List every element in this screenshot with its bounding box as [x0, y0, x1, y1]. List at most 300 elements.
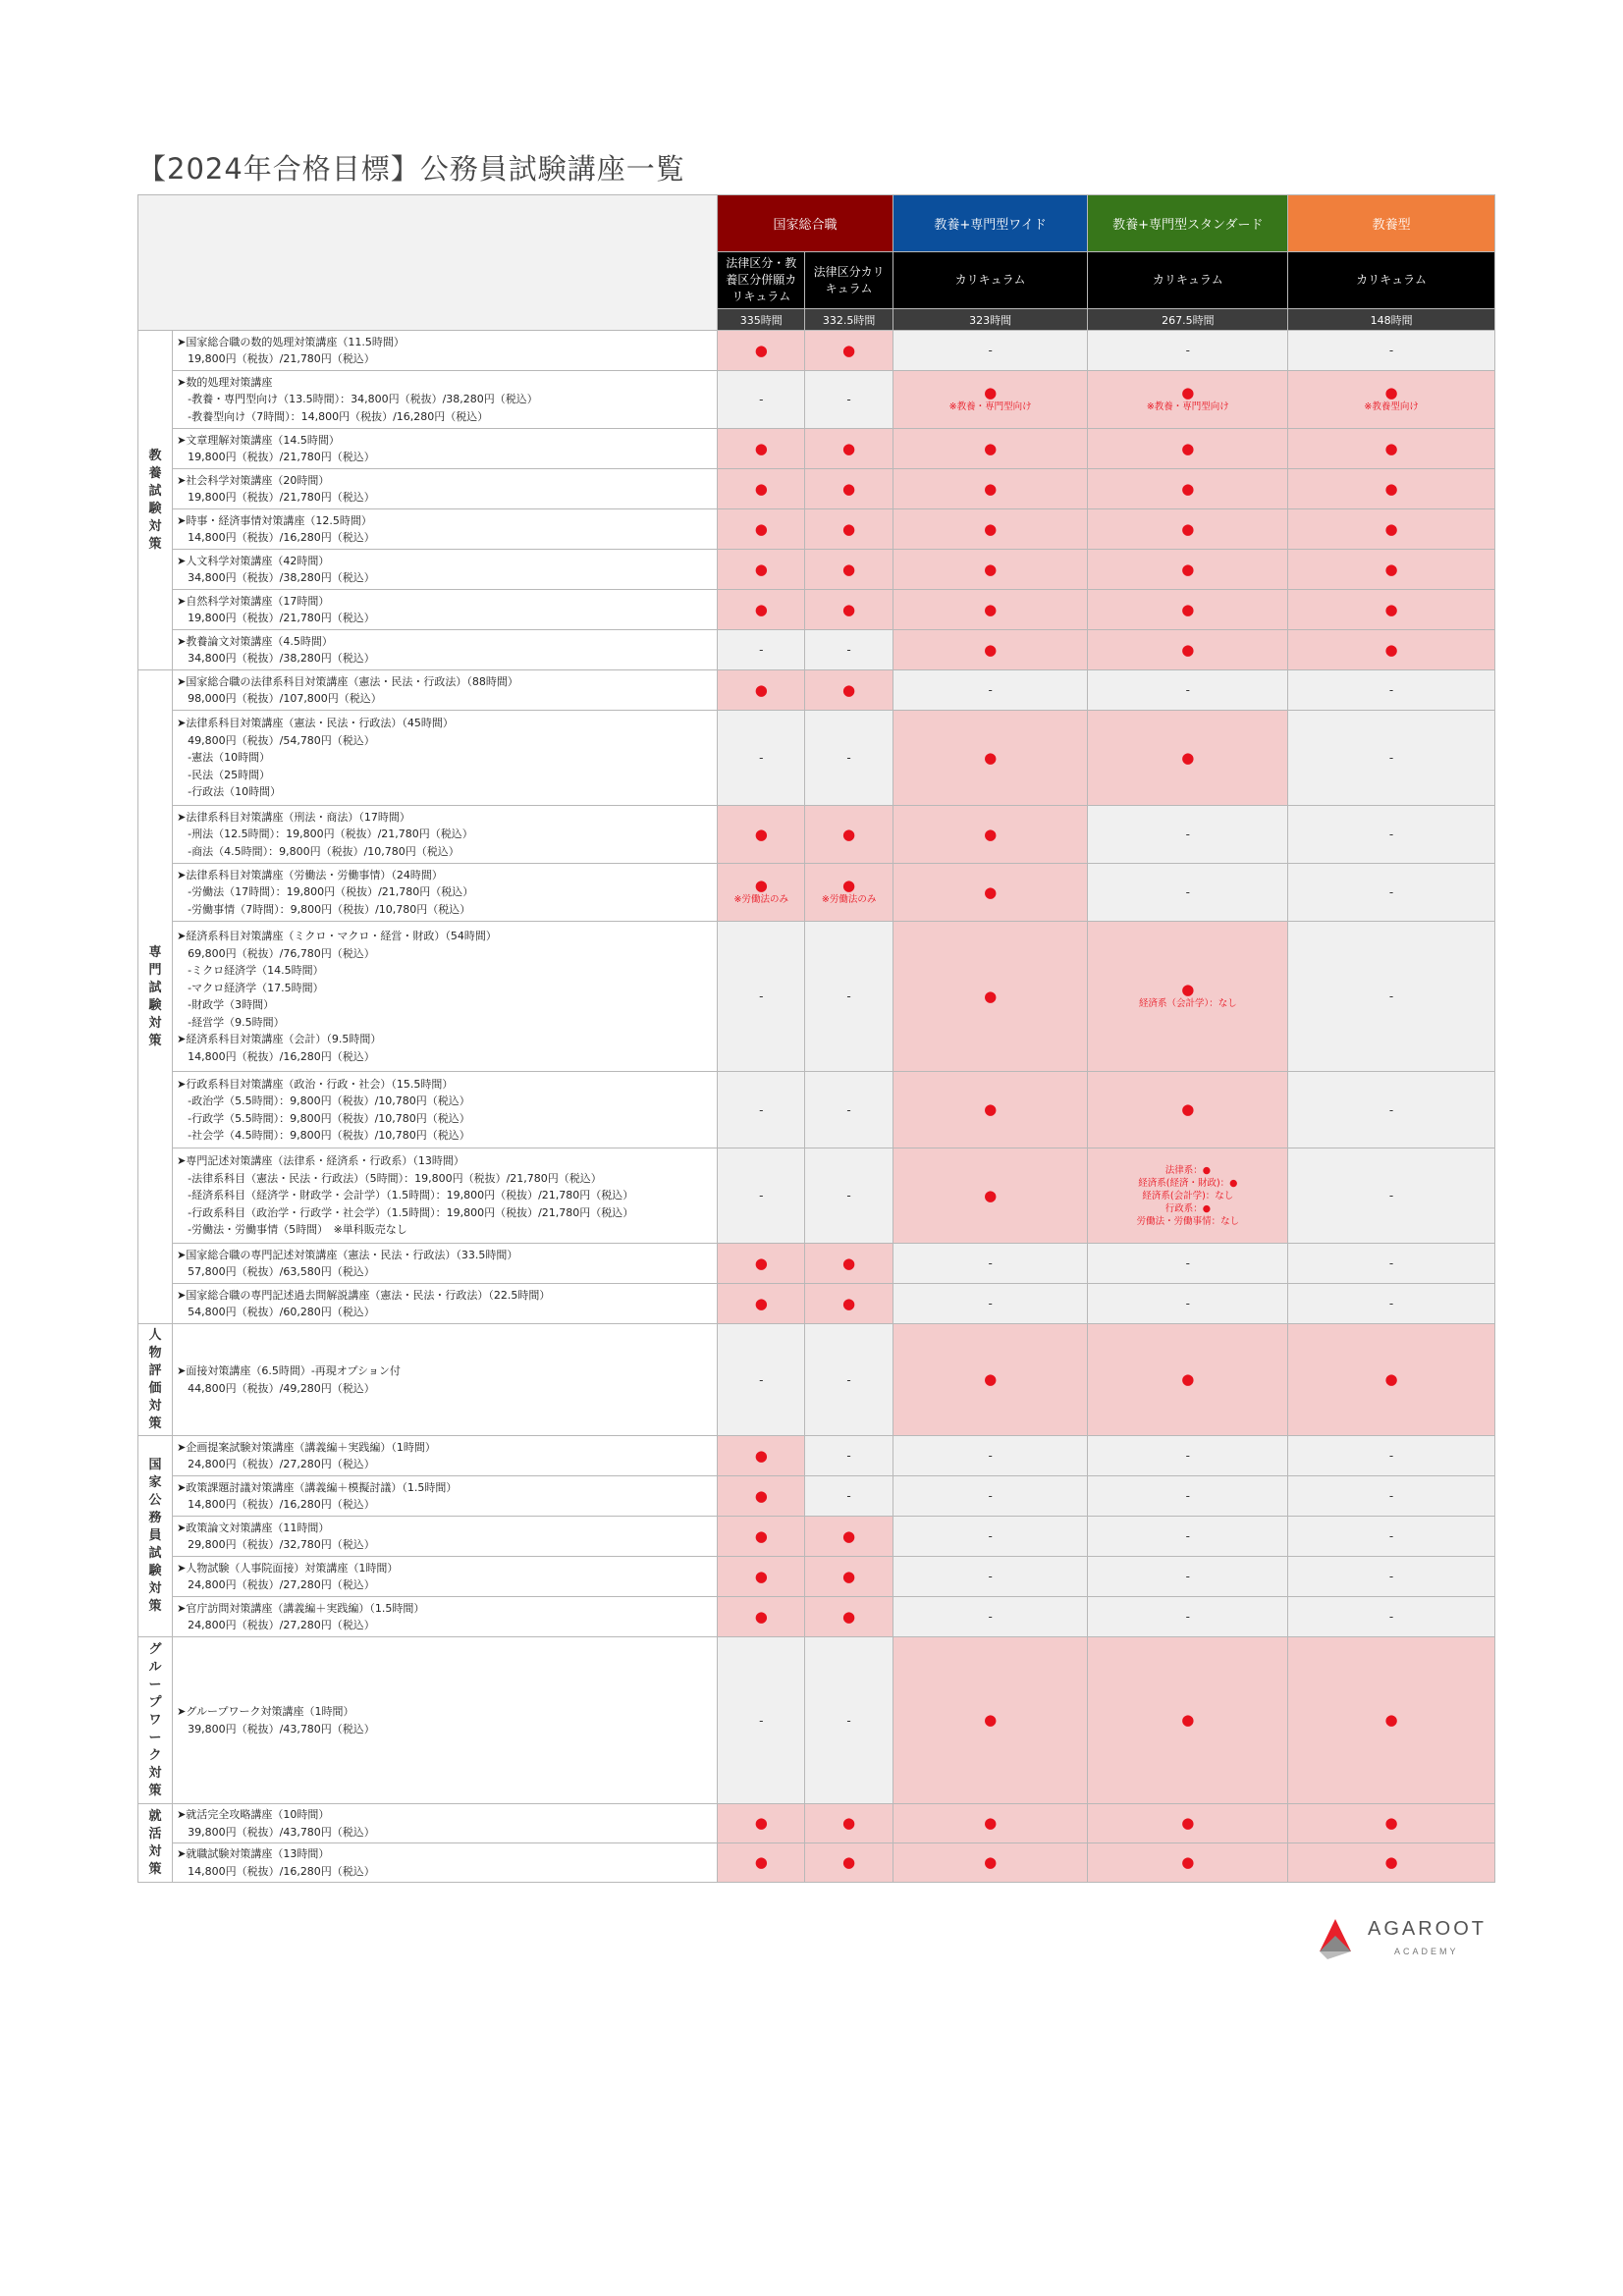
course-line: ➤面接対策講座（6.5時間）-再現オプション付	[177, 1364, 401, 1377]
included-mark: ●	[1181, 1853, 1195, 1871]
not-included-mark: -	[1388, 1449, 1394, 1463]
plan-cell-3	[1088, 1804, 1288, 1843]
not-included-mark: -	[759, 751, 764, 765]
included-mark: ●	[1384, 1370, 1398, 1388]
not-included-mark: -	[988, 683, 993, 697]
plan-cell-4	[1288, 806, 1495, 864]
plan-cell-3	[1088, 1284, 1288, 1324]
cell-note: ※教養型向け	[1364, 401, 1419, 412]
course-row	[138, 371, 1495, 429]
plan-cell-4	[1288, 1476, 1495, 1517]
plan-cell-0	[718, 670, 805, 711]
section-label-text: 教養試験対策	[148, 448, 162, 552]
course-line: -財政学（3時間）	[177, 998, 275, 1011]
included-mark: ●	[842, 519, 856, 538]
course-line: 69,800円（税抜）/76,780円（税込）	[177, 946, 375, 960]
not-included-mark: -	[846, 643, 851, 657]
plan-cell-1	[805, 1436, 893, 1476]
not-included-mark: -	[846, 393, 851, 406]
section-label-text: 専門試験対策	[148, 944, 162, 1048]
included-mark: ●	[842, 1254, 856, 1272]
course-row	[138, 509, 1495, 550]
course-line: 24,800円（税抜）/27,280円（税込）	[177, 1458, 375, 1470]
course-line: ➤国家総合職の専門記述対策講座（憲法・民法・行政法）（33.5時間）	[177, 1248, 518, 1261]
plan-cell-1	[805, 371, 893, 429]
plan-cell-2	[893, 1804, 1088, 1843]
plan-cell-0	[718, 1804, 805, 1843]
plan-cell-2	[893, 550, 1088, 590]
course-line: 14,800円（税抜）/16,280円（税込）	[177, 531, 375, 544]
not-included-mark: -	[1388, 751, 1394, 765]
included-mark: ●	[842, 1814, 856, 1832]
plan-cell-3	[1088, 550, 1288, 590]
not-included-mark: -	[846, 989, 851, 1003]
plan-cell-3	[1088, 1637, 1288, 1804]
plan-cell-2	[893, 371, 1088, 429]
plan-cell-3	[1088, 630, 1288, 670]
course-line: -社会学（4.5時間）：9,800円（税抜）/10,780円（税込）	[177, 1129, 470, 1142]
not-included-mark: -	[988, 1610, 993, 1624]
plan-cell-2	[893, 806, 1088, 864]
not-included-mark: -	[1388, 885, 1394, 899]
cell-note: 経済系(経済・財政)：●	[1138, 1177, 1238, 1189]
course-line: 34,800円（税抜）/38,280円（税込）	[177, 652, 375, 665]
included-mark: ●	[842, 1853, 856, 1871]
included-mark: ●	[1181, 981, 1195, 998]
hours-header-3: 267.5時間	[1088, 309, 1288, 331]
course-line: ➤法律系科目対策講座（憲法・民法・行政法）（45時間）	[177, 717, 454, 730]
not-included-mark: -	[1388, 1256, 1394, 1270]
plan-cell-1	[805, 590, 893, 630]
included-mark: ●	[984, 748, 998, 767]
not-included-mark: -	[846, 1489, 851, 1503]
course-line: ➤国家総合職の専門記述過去問解説講座（憲法・民法・行政法）（22.5時間）	[177, 1288, 551, 1302]
course-line: -行政系科目（政治学・行政学・社会学）（1.5時間）：19,800円（税抜）/21,780円（税込）	[177, 1205, 634, 1219]
plan-cell-3	[1088, 1557, 1288, 1597]
included-mark: ●	[842, 479, 856, 498]
course-line: ➤社会科学対策講座（20時間）	[177, 473, 330, 487]
included-mark: ●	[984, 519, 998, 538]
section-label	[138, 1804, 173, 1883]
not-included-mark: -	[1388, 1489, 1394, 1503]
plan-cell-2	[893, 922, 1088, 1072]
course-description	[173, 864, 718, 922]
cell-note: ※労働法のみ	[733, 894, 789, 905]
course-description	[173, 1072, 718, 1148]
plan-cell-4	[1288, 630, 1495, 670]
included-mark: ●	[1181, 1370, 1195, 1388]
cell-note: ※教養・専門型向け	[948, 401, 1032, 412]
included-mark: ●	[984, 1100, 998, 1118]
course-line: -ミクロ経済学（14.5時間）	[177, 964, 324, 977]
plan-cell-2	[893, 630, 1088, 670]
plan-cell-4	[1288, 922, 1495, 1072]
not-included-mark: -	[1388, 1102, 1394, 1117]
cell-note: ※教養・専門型向け	[1146, 401, 1229, 412]
plan-cell-0	[718, 1637, 805, 1804]
curriculum-header-0: 法律区分・教養区分併願カリキュラム	[718, 252, 805, 309]
plan-cell-1	[805, 711, 893, 806]
cell-note: 法律系：●	[1164, 1164, 1211, 1176]
course-description	[173, 469, 718, 509]
included-mark: ●	[1181, 519, 1195, 538]
included-mark: ●	[1384, 560, 1398, 578]
course-table-body	[138, 331, 1495, 1883]
course-row	[138, 1557, 1495, 1597]
included-mark: ●	[842, 1567, 856, 1585]
included-mark: ●	[754, 1294, 768, 1312]
course-line: 49,800円（税抜）/54,780円（税込）	[177, 733, 375, 747]
plan-cell-0	[718, 550, 805, 590]
course-description	[173, 550, 718, 590]
course-line: ➤人文科学対策講座（42時間）	[177, 554, 330, 567]
plan-cell-0	[718, 469, 805, 509]
course-line: 14,800円（税抜）/16,280円（税込）	[177, 1049, 375, 1063]
plan-cell-2	[893, 1324, 1088, 1436]
plan-cell-1	[805, 509, 893, 550]
course-line: -経済系科目（経済学・財政学・会計学）（1.5時間）：19,800円（税抜）/21,780円（税込）	[177, 1189, 634, 1202]
hours-header-2: 323時間	[893, 309, 1088, 331]
plan-cell-1	[805, 469, 893, 509]
course-row	[138, 1476, 1495, 1517]
not-included-mark: -	[759, 393, 764, 406]
course-description	[173, 1557, 718, 1597]
course-description	[173, 509, 718, 550]
included-mark: ●	[842, 600, 856, 618]
course-line: 39,800円（税抜）/43,780円（税込）	[177, 1722, 375, 1735]
included-mark: ●	[1181, 1100, 1195, 1118]
included-mark: ●	[1384, 519, 1398, 538]
included-mark: ●	[842, 560, 856, 578]
not-included-mark: -	[988, 344, 993, 357]
course-description	[173, 1517, 718, 1557]
not-included-mark: -	[846, 1372, 851, 1387]
hours-header-4: 148時間	[1288, 309, 1495, 331]
plan-cell-3	[1088, 1072, 1288, 1148]
plan-cell-0	[718, 1843, 805, 1883]
section-label	[138, 1637, 173, 1804]
not-included-mark: -	[1185, 1610, 1190, 1624]
course-line: 14,800円（税抜）/16,280円（税込）	[177, 1864, 375, 1878]
not-included-mark: -	[1185, 1489, 1190, 1503]
plan-cell-4	[1288, 1072, 1495, 1148]
plan-cell-4	[1288, 1557, 1495, 1597]
included-mark: ●	[984, 1370, 998, 1388]
course-row	[138, 429, 1495, 469]
section-label-text: 就活対策	[148, 1808, 162, 1877]
course-line: -商法（4.5時間）：9,800円（税抜）/10,780円（税込）	[177, 844, 460, 858]
plan-cell-4	[1288, 469, 1495, 509]
plan-cell-3	[1088, 670, 1288, 711]
plan-cell-3	[1088, 864, 1288, 922]
course-description	[173, 630, 718, 670]
plan-cell-2	[893, 1557, 1088, 1597]
plan-cell-1	[805, 1284, 893, 1324]
course-line: -行政学（5.5時間）：9,800円（税抜）/10,780円（税込）	[177, 1111, 470, 1125]
not-included-mark: -	[1388, 989, 1394, 1003]
plan-cell-2	[893, 331, 1088, 371]
included-mark: ●	[842, 1607, 856, 1626]
plan-cell-2	[893, 469, 1088, 509]
plan-cell-1	[805, 429, 893, 469]
section-label-text: グループワーク対策	[148, 1641, 162, 1798]
included-mark: ●	[754, 680, 768, 699]
plan-cell-2	[893, 711, 1088, 806]
section-label-text: 人物評価対策	[148, 1327, 162, 1431]
plan-cell-2	[893, 1436, 1088, 1476]
plan-cell-2	[893, 1597, 1088, 1637]
included-mark: ●	[1181, 640, 1195, 659]
course-row	[138, 590, 1495, 630]
plan-cell-1	[805, 1476, 893, 1517]
plan-cell-0	[718, 1284, 805, 1324]
course-line: 54,800円（税抜）/60,280円（税込）	[177, 1306, 375, 1318]
course-line: 34,800円（税抜）/38,280円（税込）	[177, 571, 375, 584]
plan-cell-3	[1088, 1517, 1288, 1557]
not-included-mark: -	[1185, 683, 1190, 697]
course-row	[138, 331, 1495, 371]
included-mark: ●	[984, 1853, 998, 1871]
plan-cell-0	[718, 371, 805, 429]
plan-cell-0	[718, 630, 805, 670]
included-mark: ●	[754, 1486, 768, 1505]
included-mark: ●	[1384, 439, 1398, 457]
included-mark: ●	[754, 341, 768, 359]
included-mark: ●	[754, 1254, 768, 1272]
plan-cell-4	[1288, 1517, 1495, 1557]
plan-cell-4	[1288, 1637, 1495, 1804]
not-included-mark: -	[1185, 1256, 1190, 1270]
plan-cell-0	[718, 1517, 805, 1557]
section-label	[138, 670, 173, 1324]
curriculum-header-3: カリキュラム	[1088, 252, 1288, 309]
course-row	[138, 1148, 1495, 1244]
included-mark: ●	[754, 560, 768, 578]
course-line: ➤就職試験対策講座（13時間）	[177, 1847, 330, 1860]
header-corner	[138, 195, 718, 331]
course-description	[173, 922, 718, 1072]
plan-header-0: 国家総合職	[718, 195, 893, 252]
plan-cell-1	[805, 922, 893, 1072]
section-label	[138, 1436, 173, 1637]
course-row	[138, 1804, 1495, 1843]
logo-shadow-triangle	[1320, 1951, 1351, 1959]
plan-cell-1	[805, 806, 893, 864]
not-included-mark: -	[988, 1570, 993, 1583]
included-mark: ●	[1384, 384, 1398, 401]
included-mark: ●	[842, 825, 856, 843]
course-line: ➤教養論文対策講座（4.5時間）	[177, 634, 333, 648]
plan-cell-3	[1088, 1324, 1288, 1436]
course-line: ➤就活完全攻略講座（10時間）	[177, 1808, 330, 1821]
not-included-mark: -	[1388, 683, 1394, 697]
plan-cell-3	[1088, 509, 1288, 550]
plan-cell-1	[805, 630, 893, 670]
not-included-mark: -	[988, 1449, 993, 1463]
not-included-mark: -	[1388, 828, 1394, 841]
logo-name: AGAROOT	[1368, 1918, 1488, 1940]
cell-note: ※労働法のみ	[821, 894, 877, 905]
page-title: 【2024年合格目標】公務員試験講座一覧	[137, 152, 685, 186]
plan-cell-2	[893, 670, 1088, 711]
plan-cell-1	[805, 1072, 893, 1148]
included-mark: ●	[984, 1711, 998, 1729]
plan-cell-1	[805, 1843, 893, 1883]
plan-cell-4	[1288, 670, 1495, 711]
section-label	[138, 1324, 173, 1436]
course-line: -労働法（17時間）：19,800円（税抜）/21,780円（税込）	[177, 885, 474, 899]
plan-cell-0	[718, 1072, 805, 1148]
course-description	[173, 1597, 718, 1637]
course-description	[173, 429, 718, 469]
not-included-mark: -	[759, 989, 764, 1003]
course-line: 19,800円（税抜）/21,780円（税込）	[177, 352, 375, 365]
plan-cell-1	[805, 1804, 893, 1843]
cell-note: 経済系(会計学)：なし	[1142, 1190, 1234, 1201]
not-included-mark: -	[988, 1489, 993, 1503]
plan-cell-4	[1288, 429, 1495, 469]
plan-cell-3	[1088, 806, 1288, 864]
included-mark: ●	[754, 1607, 768, 1626]
course-line: ➤企画提案試験対策講座（講義編＋実践編）（1時間）	[177, 1440, 436, 1454]
plan-cell-2	[893, 1517, 1088, 1557]
plan-cell-3	[1088, 469, 1288, 509]
plan-cell-1	[805, 1148, 893, 1244]
course-row	[138, 670, 1495, 711]
not-included-mark: -	[1185, 1297, 1190, 1310]
course-description	[173, 711, 718, 806]
included-mark: ●	[842, 1526, 856, 1545]
plan-cell-3	[1088, 1476, 1288, 1517]
course-description	[173, 670, 718, 711]
course-description	[173, 1148, 718, 1244]
course-line: 19,800円（税抜）/21,780円（税込）	[177, 612, 375, 624]
not-included-mark: -	[846, 1449, 851, 1463]
plan-cell-4	[1288, 1436, 1495, 1476]
included-mark: ●	[754, 439, 768, 457]
curriculum-header-4: カリキュラム	[1288, 252, 1495, 309]
plan-cell-3	[1088, 1436, 1288, 1476]
included-mark: ●	[1181, 560, 1195, 578]
plan-cell-0	[718, 590, 805, 630]
course-description	[173, 1804, 718, 1843]
plan-cell-0	[718, 864, 805, 922]
included-mark: ●	[1181, 1814, 1195, 1832]
plan-cell-0	[718, 1557, 805, 1597]
course-line: -経営学（9.5時間）	[177, 1015, 285, 1029]
course-line: -教養・専門型向け（13.5時間）：34,800円（税抜）/38,280円（税込）	[177, 393, 538, 406]
plan-cell-2	[893, 1843, 1088, 1883]
course-line: ➤文章理解対策講座（14.5時間）	[177, 433, 340, 447]
course-line: -政治学（5.5時間）：9,800円（税抜）/10,780円（税込）	[177, 1095, 470, 1107]
not-included-mark: -	[1388, 1529, 1394, 1543]
course-line: -刑法（12.5時間）：19,800円（税抜）/21,780円（税込）	[177, 828, 473, 841]
included-mark: ●	[984, 479, 998, 498]
course-line: 57,800円（税抜）/63,580円（税込）	[177, 1265, 375, 1278]
plan-cell-2	[893, 429, 1088, 469]
plan-cell-0	[718, 1476, 805, 1517]
not-included-mark: -	[1185, 1449, 1190, 1463]
plan-cell-4	[1288, 711, 1495, 806]
included-mark: ●	[1384, 1853, 1398, 1871]
course-row	[138, 1284, 1495, 1324]
not-included-mark: -	[759, 1102, 764, 1117]
plan-cell-2	[893, 1244, 1088, 1284]
logo-sub: ACADEMY	[1394, 1947, 1459, 1956]
course-line: -行政法（10時間）	[177, 785, 282, 799]
included-mark: ●	[754, 877, 768, 894]
plan-cell-0	[718, 331, 805, 371]
course-line: -法律系科目（憲法・民法・行政法）（5時間）：19,800円（税抜）/21,780円（税込）	[177, 1171, 602, 1185]
course-line: ➤人物試験（人事院面接）対策講座（1時間）	[177, 1561, 399, 1575]
course-line: ➤グループワーク対策講座（1時間）	[177, 1705, 354, 1718]
included-mark: ●	[1384, 640, 1398, 659]
course-line: 19,800円（税抜）/21,780円（税込）	[177, 451, 375, 463]
included-mark: ●	[1181, 600, 1195, 618]
not-included-mark: -	[1388, 1570, 1394, 1583]
course-row	[138, 1436, 1495, 1476]
plan-cell-2	[893, 1148, 1088, 1244]
course-line: 24,800円（税抜）/27,280円（税込）	[177, 1619, 375, 1631]
plan-cell-4	[1288, 1244, 1495, 1284]
included-mark: ●	[984, 439, 998, 457]
included-mark: ●	[1181, 384, 1195, 401]
course-row	[138, 711, 1495, 806]
course-line: ➤数的処理対策講座	[177, 375, 273, 389]
section-label-text: 国家公務員試験対策	[148, 1458, 162, 1614]
plan-cell-4	[1288, 1324, 1495, 1436]
included-mark: ●	[1181, 748, 1195, 767]
plan-cell-4	[1288, 864, 1495, 922]
course-description	[173, 1284, 718, 1324]
not-included-mark: -	[846, 751, 851, 765]
plan-cell-3	[1088, 371, 1288, 429]
curriculum-header-1: 法律区分カリキュラム	[805, 252, 893, 309]
plan-cell-4	[1288, 1597, 1495, 1637]
course-row	[138, 1597, 1495, 1637]
course-table	[137, 194, 1495, 1883]
plan-cell-2	[893, 1637, 1088, 1804]
included-mark: ●	[984, 882, 998, 901]
course-row	[138, 1244, 1495, 1284]
included-mark: ●	[984, 600, 998, 618]
plan-header-2: 教養+専門型スタンダード	[1088, 195, 1288, 252]
course-row	[138, 1843, 1495, 1883]
included-mark: ●	[754, 1446, 768, 1465]
course-row	[138, 1637, 1495, 1804]
included-mark: ●	[754, 519, 768, 538]
course-description	[173, 1244, 718, 1284]
course-line: ➤法律系科目対策講座（刑法・商法）（17時間）	[177, 810, 410, 824]
plan-cell-0	[718, 1597, 805, 1637]
cell-note: 労働法・労働事情：なし	[1136, 1215, 1240, 1227]
course-line: 44,800円（税抜）/49,280円（税込）	[177, 1381, 375, 1395]
not-included-mark: -	[846, 1713, 851, 1728]
course-description	[173, 1843, 718, 1883]
included-mark: ●	[754, 1853, 768, 1871]
plan-cell-2	[893, 1284, 1088, 1324]
included-mark: ●	[1384, 479, 1398, 498]
course-line: ➤時事・経済事情対策講座（12.5時間）	[177, 513, 372, 527]
hours-header-0: 335時間	[718, 309, 805, 331]
course-line: -労働法・労働事情（5時間） ※単科販売なし	[177, 1223, 407, 1237]
plan-cell-0	[718, 1324, 805, 1436]
not-included-mark: -	[988, 1297, 993, 1310]
plan-cell-4	[1288, 331, 1495, 371]
not-included-mark: -	[1185, 1570, 1190, 1583]
not-included-mark: -	[759, 1372, 764, 1387]
hours-header-1: 332.5時間	[805, 309, 893, 331]
